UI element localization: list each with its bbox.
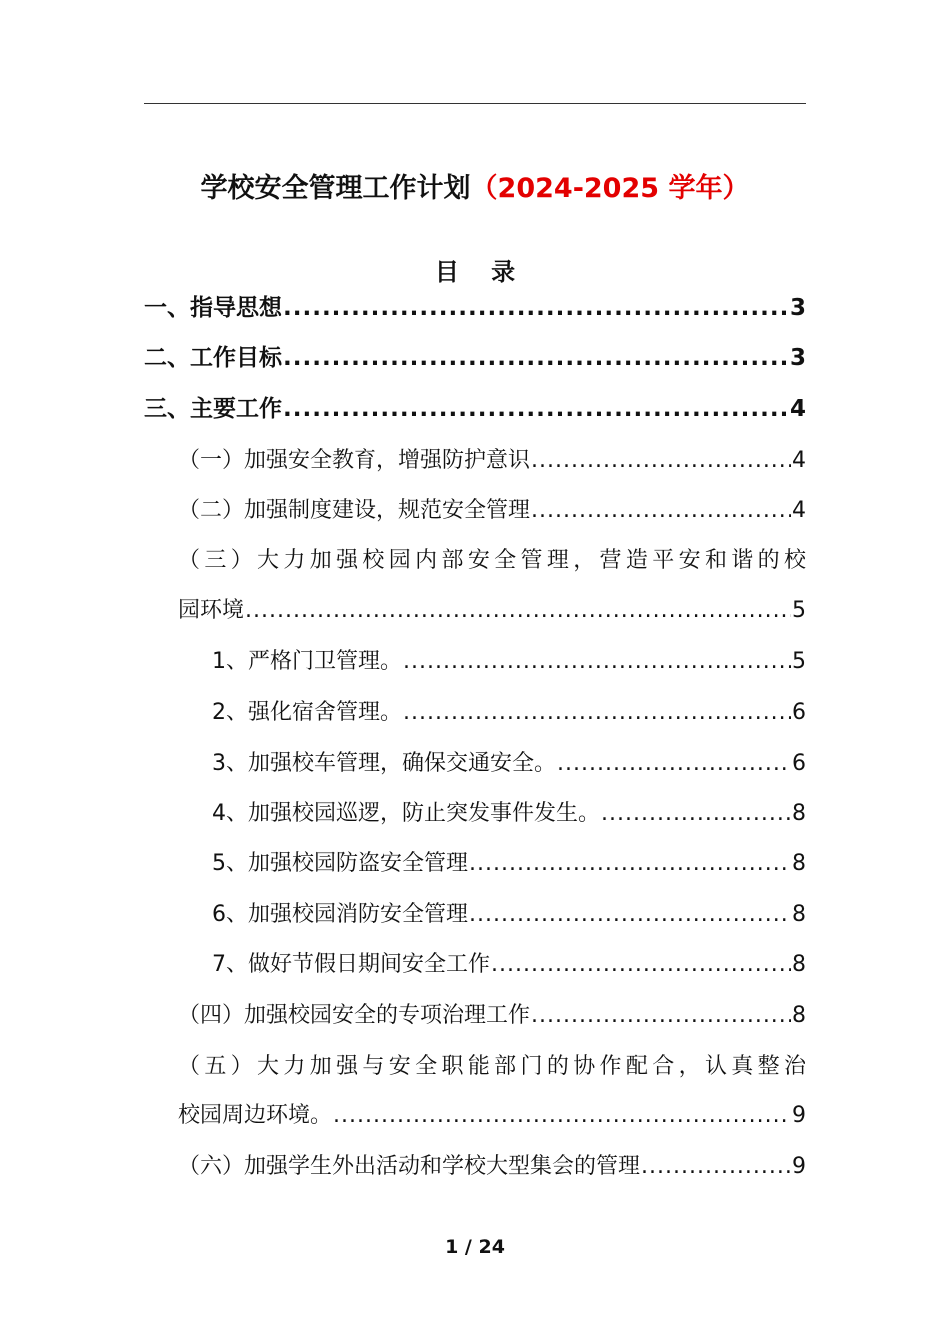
toc-entry-page: 8 (792, 1003, 806, 1028)
toc-entry[interactable] (178, 594, 806, 628)
toc-entry-page: 5 (792, 649, 806, 674)
toc-entry-label: 5、加强校园防盗安全管理 (212, 851, 468, 876)
leader-dots (531, 494, 791, 528)
leader-dots (531, 999, 791, 1033)
toc-entry-page: 4 (792, 448, 806, 473)
leader-dots (601, 797, 791, 831)
toc-entry-page: 8 (792, 902, 806, 927)
toc-entry[interactable] (178, 999, 806, 1033)
toc-entry-label: （一）加强安全教育，增强防护意识 (178, 448, 531, 473)
toc-entry-page: 9 (792, 1103, 806, 1128)
toc-entry-page: 4 (792, 498, 806, 523)
leader-dots (469, 847, 791, 881)
toc-heading: 目 录 (434, 258, 528, 286)
toc-entry-page: 6 (792, 700, 806, 725)
toc-entry-label: 三、主要工作 (144, 396, 282, 422)
toc-entry-page: 5 (792, 598, 806, 623)
toc-entry[interactable] (144, 392, 806, 426)
toc-entry-label-line1[interactable]: （三）大力加强校园内部安全管理，营造平安和谐的校 (178, 548, 806, 573)
toc-entry[interactable] (212, 797, 806, 831)
toc-entry[interactable] (212, 898, 806, 932)
toc-entry[interactable] (212, 696, 806, 730)
toc-entry-label: （二）加强制度建设，规范安全管理 (178, 498, 531, 523)
title-main: 学校安全管理工作计划 (200, 173, 471, 204)
toc-entry-label-line1[interactable]: （五）大力加强与安全职能部门的协作配合，认真整治 (178, 1054, 806, 1079)
toc-entry-label: （六）加强学生外出活动和学校大型集会的管理 (178, 1154, 641, 1179)
toc-entry-page: 8 (792, 801, 806, 826)
toc-entry-label: 4、加强校园巡逻，防止突发事件发生。 (212, 801, 600, 826)
toc-entry-page: 6 (792, 751, 806, 776)
toc-entry[interactable] (178, 444, 806, 478)
toc-entry[interactable] (178, 1099, 806, 1133)
toc-entry[interactable] (144, 341, 806, 375)
toc-entry-label: （四）加强校园安全的专项治理工作 (178, 1003, 531, 1028)
toc-entry[interactable] (178, 494, 806, 528)
leader-dots (403, 645, 791, 679)
leader-dots (283, 291, 789, 325)
toc-entry-page: 4 (789, 396, 806, 422)
page-indicator: 1 / 24 (445, 1236, 505, 1258)
toc-entry-label-line2: 园环境 (178, 598, 245, 623)
leader-dots (283, 392, 789, 426)
leader-dots (245, 594, 791, 628)
toc-entry-label: 二、工作目标 (144, 345, 282, 371)
leader-dots (641, 1150, 791, 1184)
toc-entry[interactable] (212, 847, 806, 881)
toc-entry-page: 9 (792, 1154, 806, 1179)
leader-dots (491, 948, 791, 982)
title-year-range: （2024-2025 学年） (470, 173, 750, 204)
toc-entry-page: 3 (789, 345, 806, 371)
toc-entry[interactable] (144, 291, 806, 325)
document-title (0, 166, 950, 205)
toc-entry-label: 7、做好节假日期间安全工作 (212, 952, 490, 977)
toc-entry-label: 1、严格门卫管理。 (212, 649, 402, 674)
header-rule (144, 103, 806, 104)
toc-entry-page: 8 (792, 851, 806, 876)
leader-dots (531, 444, 791, 478)
leader-dots (333, 1099, 791, 1133)
toc-entry[interactable] (212, 747, 806, 781)
toc-entry[interactable] (212, 645, 806, 679)
toc-entry-label-line2: 校园周边环境。 (178, 1103, 333, 1128)
toc-entry-page: 8 (792, 952, 806, 977)
toc-entry-label: 一、指导思想 (144, 295, 282, 321)
leader-dots (469, 898, 791, 932)
toc-entry-label: 6、加强校园消防安全管理 (212, 902, 468, 927)
toc-entry-page: 3 (789, 295, 806, 321)
toc-entry-label: 3、加强校车管理，确保交通安全。 (212, 751, 556, 776)
leader-dots (283, 341, 789, 375)
leader-dots (403, 696, 791, 730)
toc-entry[interactable] (178, 1150, 806, 1184)
toc-entry-label: 2、强化宿舍管理。 (212, 700, 402, 725)
toc-entry[interactable] (212, 948, 806, 982)
leader-dots (557, 747, 791, 781)
